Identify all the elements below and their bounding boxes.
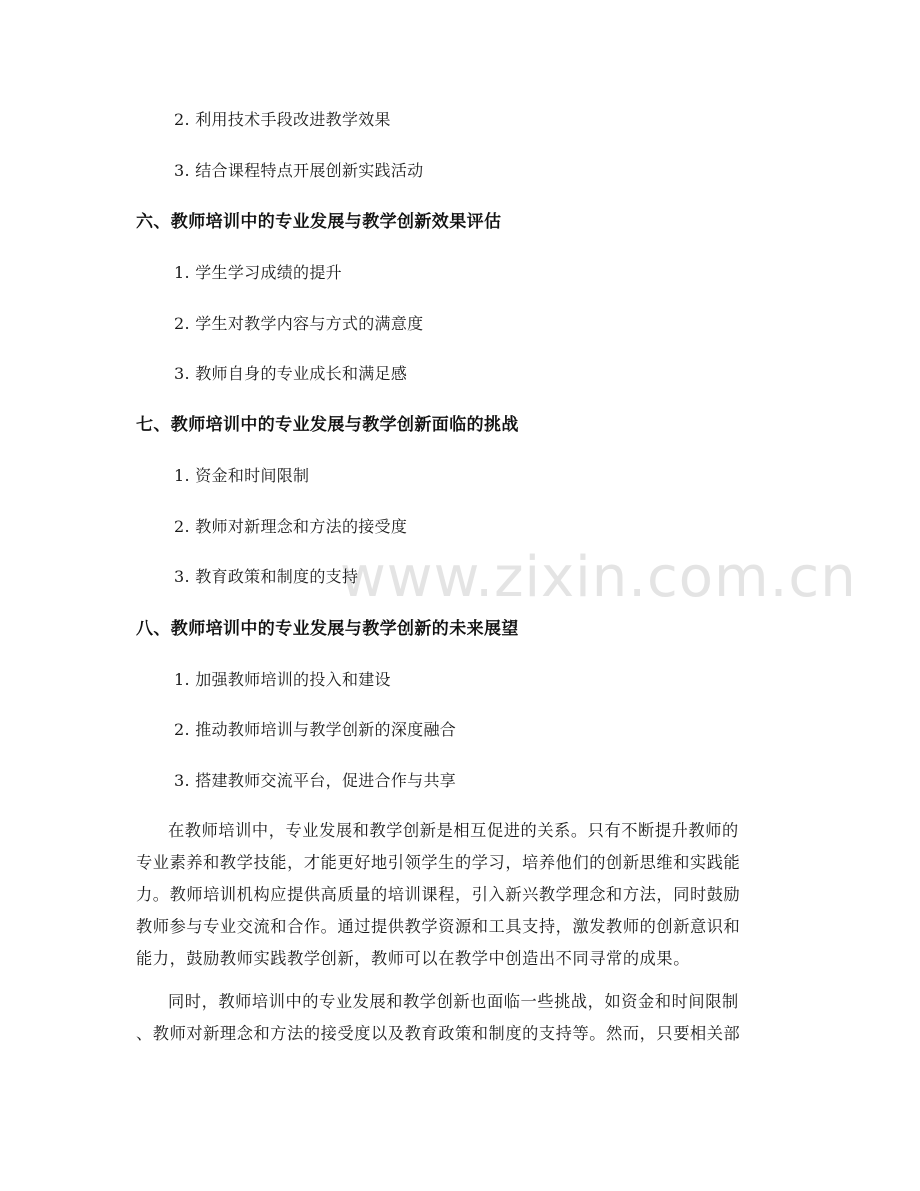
paragraph-line: 专业素养和教学技能，才能更好地引领学生的学习，培养他们的创新思维和实践能	[136, 853, 741, 872]
paragraph-line: 、教师对新理念和方法的接受度以及教育政策和制度的支持等。然而，只要相关部	[136, 1024, 741, 1043]
list-item: 2. 利用技术手段改进教学效果	[174, 110, 391, 129]
section-heading-6: 六、教师培训中的专业发展与教学创新效果评估	[136, 212, 502, 232]
list-item: 2. 推动教师培训与教学创新的深度融合	[174, 720, 457, 739]
paragraph-line: 能力，鼓励教师实践教学创新，教师可以在教学中创造出不同寻常的成果。	[136, 949, 690, 968]
list-item: 3. 教师自身的专业成长和满足感	[174, 364, 408, 383]
list-item: 3. 结合课程特点开展创新实践活动	[174, 161, 424, 180]
list-item: 3. 搭建教师交流平台，促进合作与共享	[174, 771, 457, 790]
section-heading-8: 八、教师培训中的专业发展与教学创新的未来展望	[136, 619, 519, 639]
body-paragraph-2	[136, 986, 786, 1050]
paragraph-line: 在教师培训中，专业发展和教学创新是相互促进的关系。只有不断提升教师的	[168, 821, 739, 840]
list-item: 1. 资金和时间限制	[174, 466, 310, 485]
list-item: 3. 教育政策和制度的支持	[174, 567, 359, 586]
paragraph-line: 教师参与专业交流和合作。通过提供教学资源和工具支持，激发教师的创新意识和	[136, 917, 741, 936]
section-heading-7: 七、教师培训中的专业发展与教学创新面临的挑战	[136, 415, 519, 435]
list-item: 2. 学生对教学内容与方式的满意度	[174, 314, 424, 333]
paragraph-line: 同时，教师培训中的专业发展和教学创新也面临一些挑战，如资金和时间限制	[168, 992, 739, 1011]
watermark: www.zixin.com.cn	[340, 545, 857, 610]
list-item: 1. 加强教师培训的投入和建设	[174, 670, 391, 689]
paragraph-line: 力。教师培训机构应提供高质量的培训课程，引入新兴教学理念和方法，同时鼓励	[136, 885, 741, 904]
body-paragraph-1	[136, 815, 786, 975]
list-item: 1. 学生学习成绩的提升	[174, 263, 342, 282]
list-item: 2. 教师对新理念和方法的接受度	[174, 517, 408, 536]
